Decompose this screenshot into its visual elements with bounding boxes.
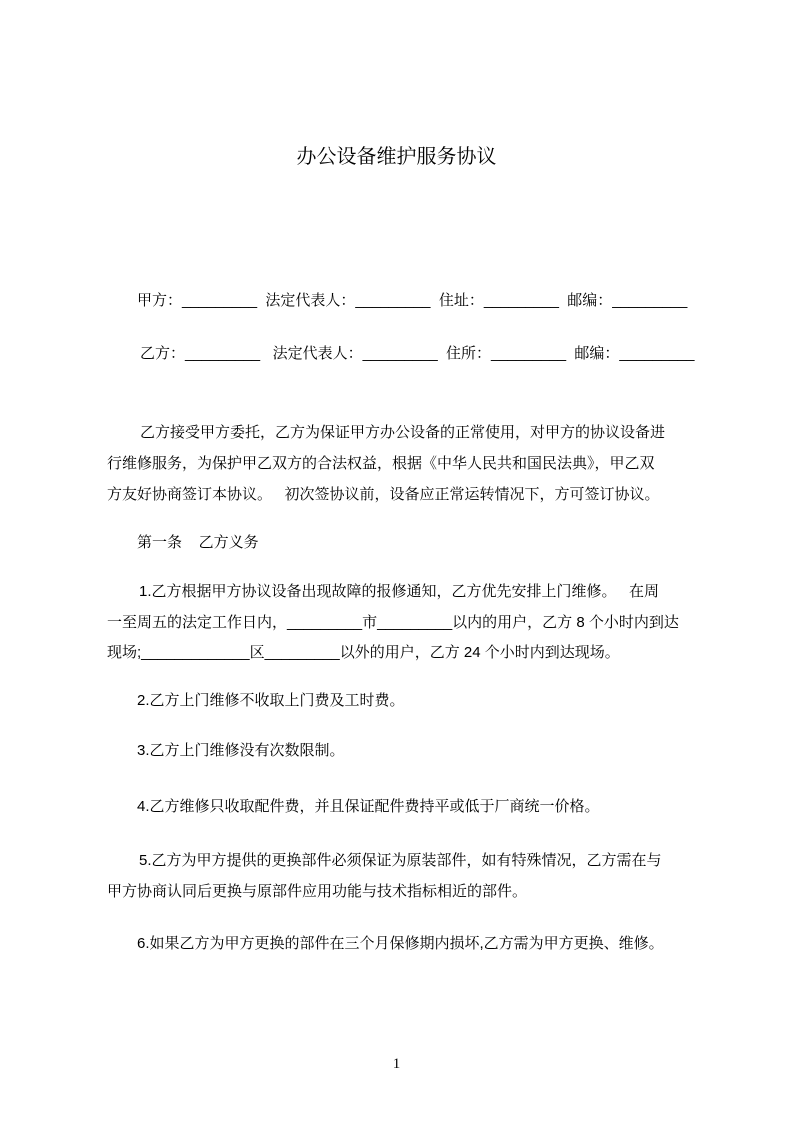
- item-5-line: 甲方协商认同后更换与原部件应用功能与技术指标相近的部件。: [107, 883, 528, 900]
- party-a-line: 甲方：_________ 法定代表人：_________ 住址：_________ 邮编：_________: [137, 292, 688, 309]
- article-heading: 第一条 乙方义务: [137, 534, 259, 551]
- item-6: 6.如果乙方为甲方更换的部件在三个月保修期内损坏,乙方需为甲方更换、维修。: [137, 935, 664, 952]
- document-title: 办公设备维护服务协议: [296, 146, 497, 168]
- intro-line: 方友好协商签订本协议。 初次签协议前，设备应正常运转情况下，方可签订协议。: [107, 486, 660, 503]
- item-1-line: 1.乙方根据甲方协议设备出现故障的报修通知，乙方优先安排上门维修。 在周: [139, 583, 660, 600]
- item-2: 2.乙方上门维修不收取上门费及工时费。: [137, 692, 405, 709]
- item-3: 3.乙方上门维修没有次数限制。: [137, 742, 345, 759]
- item-1-line: 现场;_____________区_________以外的用户，乙方 24 个小时内到达现场。: [107, 644, 620, 661]
- item-1-line: 一至周五的法定工作日内，_________市_________以内的用户，乙方 8 个小时内到达: [107, 614, 679, 631]
- page-number: 1: [392, 1056, 401, 1072]
- item-5-line: 5.乙方为甲方提供的更换部件必须保证为原装部件，如有特殊情况，乙方需在与: [139, 852, 662, 869]
- party-b-line: 乙方：_________ 法定代表人：_________ 住所：_________ 邮编：_________: [140, 345, 695, 362]
- item-4: 4.乙方维修只收取配件费，并且保证配件费持平或低于厂商统一价格。: [137, 798, 600, 815]
- intro-line: 行维修服务，为保护甲乙双方的合法权益，根据《中华人民共和国民法典》，甲乙双: [107, 455, 655, 472]
- intro-line: 乙方接受甲方委托，乙方为保证甲方办公设备的正常使用，对甲方的协议设备进: [140, 424, 666, 441]
